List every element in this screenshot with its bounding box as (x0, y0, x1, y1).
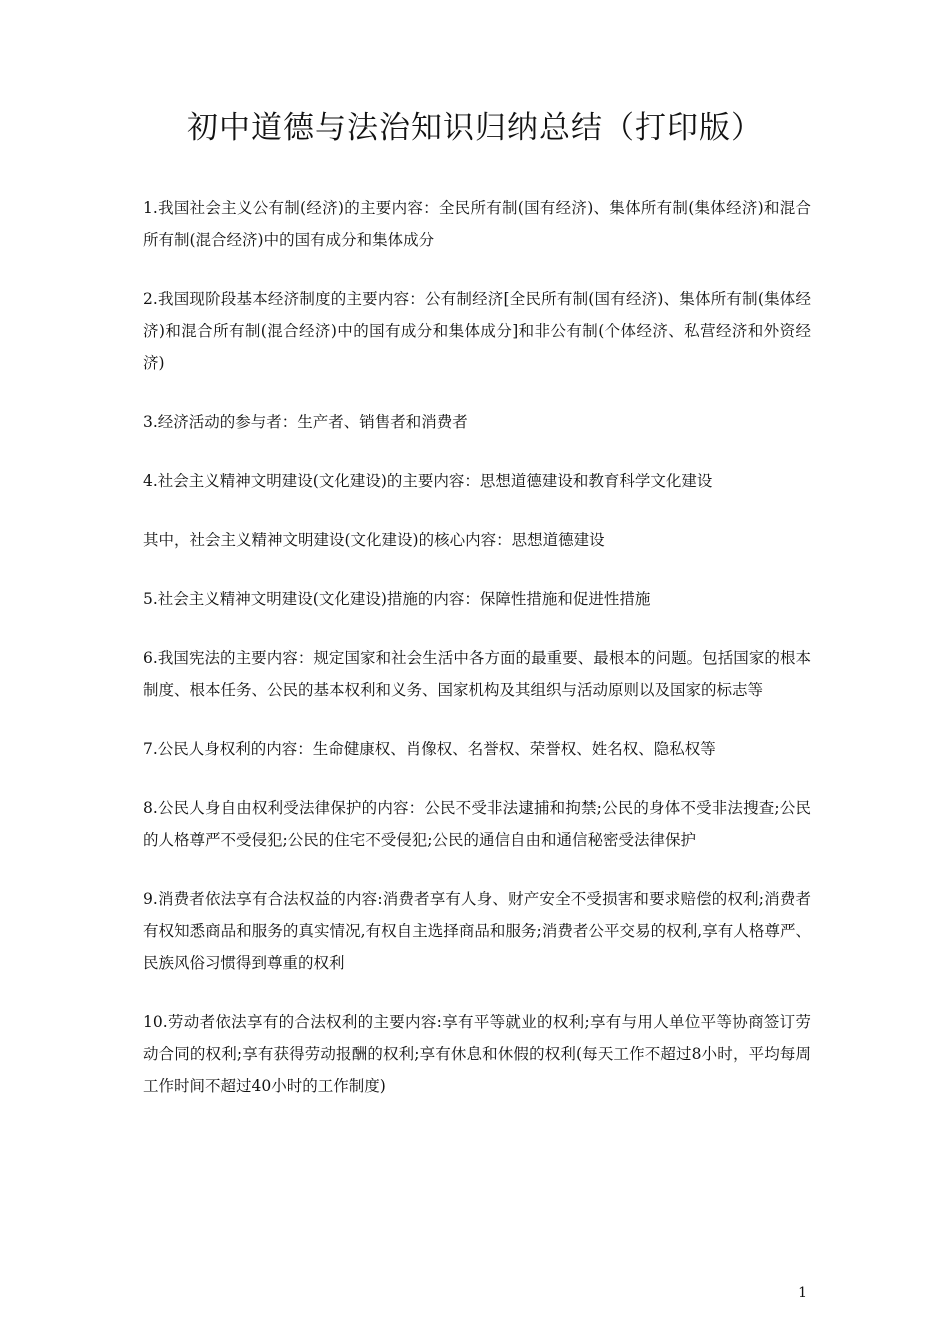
paragraph-2: 2.我国现阶段基本经济制度的主要内容：公有制经济[全民所有制(国有经济)、集体所有制(集体经济)和混合所有制(混合经济)中的国有成分和集体成分]和非公有制(个体经济、私营经济和外资经济) (143, 290, 811, 372)
paragraph-6: 6.我国宪法的主要内容：规定国家和社会生活中各方面的最重要、最根本的问题。包括国家的根本制度、根本任务、公民的基本权利和义务、国家机构及其组织与活动原则以及国家的标志等 (143, 649, 811, 699)
paragraph-5: 5.社会主义精神文明建设(文化建设)措施的内容：保障性措施和促进性措施 (143, 590, 651, 608)
paragraph-8: 8.公民人身自由权利受法律保护的内容：公民不受非法逮捕和拘禁;公民的身体不受非法搜查;公民的人格尊严不受侵犯;公民的住宅不受侵犯;公民的通信自由和通信秘密受法律保护 (143, 799, 811, 849)
paragraph-7: 7.公民人身权利的内容：生命健康权、肖像权、名誉权、荣誉权、姓名权、隐私权等 (143, 740, 716, 758)
paragraph-4: 4.社会主义精神文明建设(文化建设)的主要内容：思想道德建设和教育科学文化建设 (143, 472, 713, 490)
document-title: 初中道德与法治知识归纳总结（打印版） (187, 110, 763, 146)
document-body (143, 192, 811, 1129)
paragraph-10: 10.劳动者依法享有的合法权利的主要内容:享有平等就业的权利;享有与用人单位平等协商签订劳动合同的权利;享有获得劳动报酬的权利;享有休息和休假的权利(每天工作不超过8小时，平均每周工作时间不超过40小时的工作制度) (143, 1013, 811, 1095)
page-number: 1 (798, 1285, 807, 1301)
paragraph-1: 1.我国社会主义公有制(经济)的主要内容：全民所有制(国有经济)、集体所有制(集体经济)和混合所有制(混合经济)中的国有成分和集体成分 (143, 199, 811, 249)
paragraph-4-note: 其中，社会主义精神文明建设(文化建设)的核心内容：思想道德建设 (143, 531, 605, 549)
paragraph-3: 3.经济活动的参与者：生产者、销售者和消费者 (143, 413, 468, 431)
paragraph-9: 9.消费者依法享有合法权益的内容:消费者享有人身、财产安全不受损害和要求赔偿的权利;消费者有权知悉商品和服务的真实情况,有权自主选择商品和服务;消费者公平交易的权利,享有人格尊严、民族风俗习惯得到尊重的权利 (143, 890, 811, 972)
